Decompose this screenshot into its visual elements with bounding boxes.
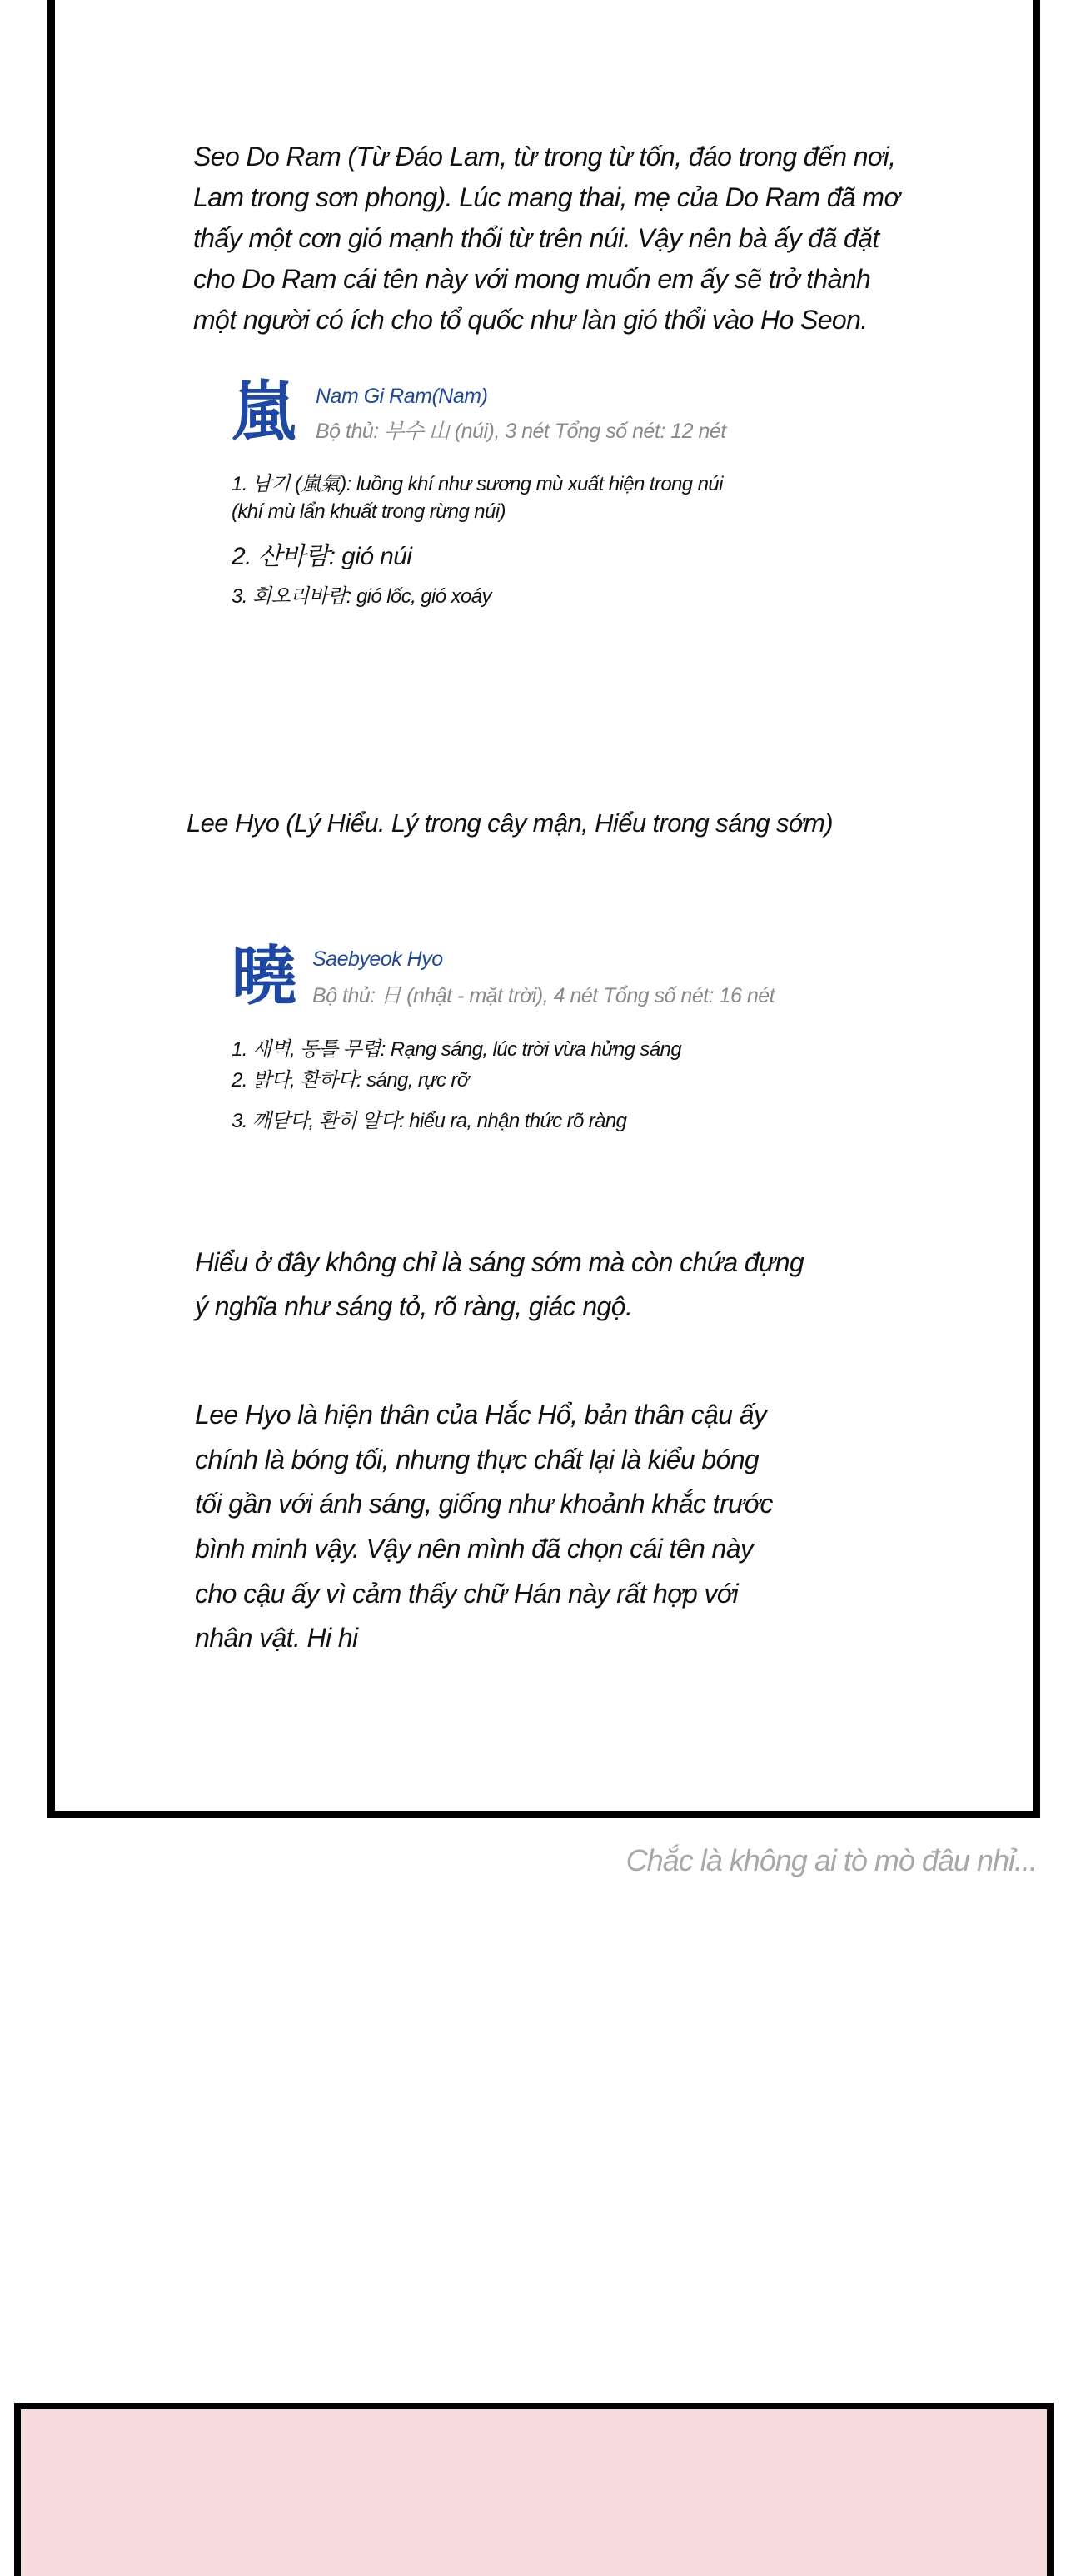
text-line: chính là bóng tối, nhưng thực chất lại là kiểu bóng — [195, 1444, 760, 1474]
heading-lee-hyo — [187, 803, 833, 843]
text-line: thấy một cơn gió mạnh thổi từ trên núi. Vậy nên bà ấy đã đặt — [193, 223, 879, 253]
hanja-name: Saebyeok Hyo — [312, 947, 443, 971]
meaning-item: 2. 산바람: gió núi — [232, 543, 412, 570]
hanja-character-ram: 嵐 — [232, 375, 297, 450]
text-line: cho Do Ram cái tên này với mong muốn em ấy sẽ trở thành — [193, 264, 871, 294]
hanja-character-hyo: 曉 — [232, 939, 297, 1014]
text-line: nhân vật. Hi hi — [195, 1623, 358, 1654]
text-line: Lee Hyo là hiện thân của Hắc Hổ, bản thân cậu ấy — [195, 1400, 767, 1430]
text-line: bình minh vậy. Vậy nên mình đã chọn cái tên này — [195, 1534, 754, 1564]
pink-panel — [14, 2403, 1054, 2576]
text-line: một người có ích cho tổ quốc như làn gió thổi vào Ho Seon. — [193, 305, 868, 335]
meaning-item: 1. 새벽, 동틀 무렵: Rạng sáng, lúc trời vừa hửng sáng — [232, 1038, 682, 1061]
meaning-item-note: (khí mù lẩn khuất trong rừng núi) — [232, 500, 506, 523]
hanja-radical-info: Bộ thủ: 부수 山 (núi), 3 nét Tổng số nét: 12 nét — [316, 420, 726, 443]
meaning-item: 2. 밝다, 환하다: sáng, rực rỡ — [232, 1069, 469, 1092]
text-line: cho cậu ấy vì cảm thấy chữ Hán này rất hợp với — [195, 1578, 739, 1609]
text-line: Seo Do Ram (Từ Đáo Lam, từ trong từ tốn, đáo trong đến nơi, — [193, 142, 896, 172]
text-line: Lee Hyo (Lý Hiểu. Lý trong cây mận, Hiểu trong sáng sớm) — [187, 808, 834, 838]
meaning-item: 3. 회오리바람: gió lốc, gió xoáy — [232, 585, 491, 608]
text-line: tối gần với ánh sáng, giống như khoảnh khắc trước — [195, 1489, 773, 1519]
footer-note: Chắc là không ai tò mò đâu nhỉ... — [625, 1843, 1037, 1877]
hanja-radical-info: Bộ thủ: 日 (nhật - mặt trời), 4 nét Tổng số nét: 16 nét — [312, 984, 775, 1007]
text-line: ý nghĩa như sáng tỏ, rõ ràng, giác ngộ. — [195, 1291, 633, 1321]
text-line: Lam trong sơn phong). Lúc mang thai, mẹ của Do Ram đã mơ — [193, 182, 900, 212]
paragraph-lee-hyo — [195, 1393, 773, 1661]
text-line: Hiểu ở đây không chỉ là sáng sớm mà còn chứa đựng — [195, 1247, 804, 1277]
paragraph-seo-do-ram — [193, 137, 899, 341]
hanja-name: Nam Gi Ram(Nam) — [316, 385, 488, 408]
meaning-item: 3. 깨닫다, 환히 알다: hiểu ra, nhận thức rõ ràng — [232, 1110, 627, 1132]
meaning-item: 1. 남기 (嵐氣): luồng khí như sương mù xuất hiện trong núi — [232, 473, 723, 495]
paragraph-hyo-meaning — [195, 1241, 804, 1329]
